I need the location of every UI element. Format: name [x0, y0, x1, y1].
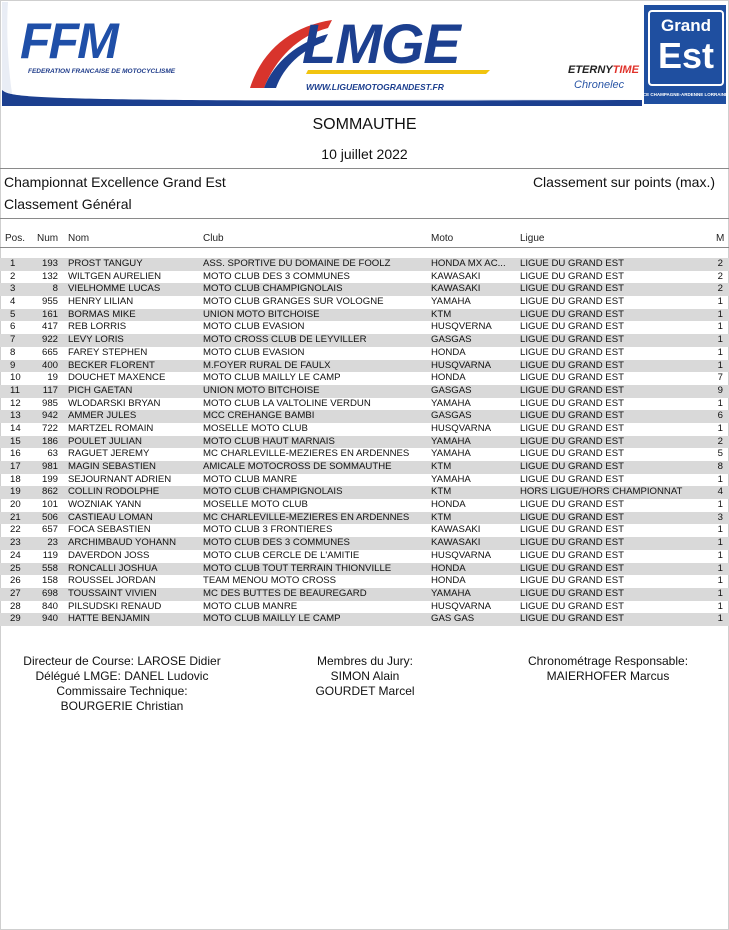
- championship-name: Championnat Excellence Grand Est: [4, 174, 226, 190]
- grand-est-line1: Grand: [660, 16, 712, 35]
- cell-pos: 9: [10, 359, 16, 371]
- cell-ligue: LIGUE DU GRAND EST: [520, 448, 624, 460]
- cell-m: 1: [717, 397, 723, 409]
- cell-moto: KAWASAKI: [431, 537, 481, 549]
- cell-ligue: LIGUE DU GRAND EST: [520, 296, 624, 308]
- footer-line: Commissaire Technique:: [56, 684, 188, 698]
- cell-moto: HUSQVARNA: [431, 549, 492, 561]
- cell-club: MOTO CLUB CERCLE DE L'AMITIE: [203, 549, 360, 561]
- cell-pos: 24: [10, 549, 21, 561]
- divider: [0, 218, 729, 219]
- divider: [0, 168, 729, 169]
- cell-ligue: LIGUE DU GRAND EST: [520, 321, 624, 333]
- cell-m: 1: [717, 499, 723, 511]
- cell-m: 1: [717, 422, 723, 434]
- col-header-num: Num: [37, 233, 59, 244]
- cell-pos: 7: [10, 334, 16, 346]
- cell-club: MOTO CLUB MAILLY LE CAMP: [203, 613, 341, 625]
- event-date: 10 juillet 2022: [321, 146, 408, 162]
- table-row: [0, 410, 729, 423]
- table-row: [0, 296, 729, 309]
- eternytime-part1: ETERNY: [568, 64, 613, 76]
- footer-line: Directeur de Course: LAROSE Didier: [23, 654, 221, 668]
- cell-moto: HUSQVARNA: [431, 422, 492, 434]
- table-row: [0, 613, 729, 626]
- table-row: [0, 563, 729, 576]
- cell-num: 665: [41, 346, 58, 358]
- ffm-logo: [20, 13, 180, 78]
- cell-club: MC CHARLEVILLE-MEZIERES EN ARDENNES: [203, 511, 410, 523]
- cell-nom: MARTZEL ROMAIN: [68, 422, 154, 434]
- table-row: [0, 486, 729, 499]
- cell-num: 981: [41, 461, 58, 472]
- cell-pos: 17: [10, 461, 21, 472]
- classement-type: Classement Général: [4, 196, 132, 212]
- cell-nom: HATTE BENJAMIN: [68, 613, 150, 625]
- cell-pos: 23: [10, 537, 21, 549]
- cell-moto: GASGAS: [431, 334, 472, 346]
- cell-m: 2: [717, 270, 723, 282]
- cell-m: 3: [717, 511, 723, 523]
- cell-m: 1: [717, 562, 723, 574]
- lmge-logo: [240, 12, 490, 98]
- cell-nom: WILTGEN AURELIEN: [68, 270, 162, 282]
- cell-moto: HONDA: [431, 499, 466, 511]
- cell-pos: 28: [10, 600, 21, 612]
- cell-pos: 12: [10, 397, 21, 409]
- grand-est-line2: Est: [657, 35, 715, 76]
- cell-pos: 1: [10, 258, 16, 269]
- table-row: [0, 309, 729, 322]
- cell-num: 63: [47, 448, 58, 460]
- cell-num: 922: [41, 334, 58, 346]
- cell-nom: MAGIN SEBASTIEN: [68, 461, 156, 472]
- cell-pos: 19: [10, 486, 21, 498]
- cell-m: 1: [717, 346, 723, 358]
- cell-m: 5: [717, 448, 723, 460]
- cell-moto: KTM: [431, 486, 452, 498]
- ffm-caption: FEDERATION FRANCAISE DE MOTOCYCLISME: [28, 68, 176, 75]
- cell-ligue: LIGUE DU GRAND EST: [520, 511, 624, 523]
- cell-num: 942: [41, 410, 58, 422]
- cell-num: 193: [41, 258, 58, 269]
- cell-pos: 11: [10, 384, 20, 396]
- table-row: [0, 550, 729, 563]
- cell-moto: GAS GAS: [431, 613, 475, 625]
- table-row: [0, 499, 729, 512]
- table-row: [0, 271, 729, 284]
- cell-m: 2: [717, 258, 723, 269]
- divider: [0, 247, 729, 248]
- cell-nom: SEJOURNANT ADRIEN: [68, 473, 172, 485]
- cell-num: 862: [41, 486, 58, 498]
- cell-ligue: LIGUE DU GRAND EST: [520, 461, 624, 472]
- cell-num: 558: [41, 562, 58, 574]
- table-row: [0, 258, 729, 271]
- cell-nom: FAREY STEPHEN: [68, 346, 148, 358]
- cell-ligue: HORS LIGUE/HORS CHAMPIONNAT: [520, 486, 683, 498]
- cell-num: 119: [42, 549, 58, 561]
- cell-num: 698: [41, 587, 58, 599]
- cell-nom: AMMER JULES: [68, 410, 137, 422]
- cell-m: 1: [717, 549, 723, 561]
- cell-ligue: LIGUE DU GRAND EST: [520, 549, 624, 561]
- cell-m: 1: [717, 359, 723, 371]
- ffm-logo-text: FFM: [20, 13, 117, 69]
- cell-club: MOSELLE MOTO CLUB: [203, 499, 308, 511]
- table-row: [0, 474, 729, 487]
- cell-nom: WLODARSKI BRYAN: [68, 397, 161, 409]
- footer-officials: [14, 654, 230, 714]
- table-row: [0, 575, 729, 588]
- cell-nom: ROUSSEL JORDAN: [68, 575, 156, 587]
- cell-num: 940: [41, 613, 58, 625]
- table-row: [0, 283, 729, 296]
- cell-num: 955: [41, 296, 58, 308]
- header-banner: [2, 2, 727, 106]
- cell-nom: DOUCHET MAXENCE: [68, 372, 166, 384]
- cell-club: MOTO CLUB MAILLY LE CAMP: [203, 372, 341, 384]
- cell-pos: 3: [10, 283, 16, 295]
- cell-club: ASS. SPORTIVE DU DOMAINE DE FOOLZ: [203, 258, 391, 269]
- cell-m: 2: [717, 283, 723, 295]
- cell-num: 657: [41, 524, 58, 536]
- cell-pos: 14: [10, 422, 21, 434]
- cell-moto: YAMAHA: [431, 448, 471, 460]
- cell-nom: PICH GAETAN: [68, 384, 133, 396]
- cell-ligue: LIGUE DU GRAND EST: [520, 422, 624, 434]
- cell-pos: 5: [10, 308, 16, 320]
- table-row: [0, 537, 729, 550]
- cell-ligue: LIGUE DU GRAND EST: [520, 270, 624, 282]
- cell-moto: HUSQVARNA: [431, 600, 492, 612]
- cell-ligue: LIGUE DU GRAND EST: [520, 435, 624, 447]
- cell-nom: VIELHOMME LUCAS: [68, 283, 161, 295]
- cell-ligue: LIGUE DU GRAND EST: [520, 600, 624, 612]
- col-header-club: Club: [203, 233, 224, 244]
- cell-nom: POULET JULIAN: [68, 435, 142, 447]
- cell-m: 1: [717, 587, 723, 599]
- cell-moto: KTM: [431, 308, 452, 320]
- cell-pos: 10: [10, 372, 21, 384]
- table-row: [0, 321, 729, 334]
- cell-num: 840: [41, 600, 58, 612]
- cell-m: 7: [717, 372, 723, 384]
- cell-club: TEAM MENOU MOTO CROSS: [203, 575, 337, 587]
- table-row: [0, 334, 729, 347]
- cell-nom: CASTIEAU LOMAN: [68, 511, 153, 523]
- footer-line: Membres du Jury:: [316, 654, 414, 668]
- footer-timing: [508, 654, 708, 684]
- cell-pos: 22: [10, 524, 21, 536]
- ranking-mode: Classement sur points (max.): [532, 174, 715, 190]
- cell-ligue: LIGUE DU GRAND EST: [520, 473, 624, 485]
- cell-moto: HONDA MX AC...: [431, 258, 506, 269]
- footer-line: SIMON Alain: [330, 669, 400, 683]
- cell-moto: KAWASAKI: [431, 524, 481, 536]
- cell-nom: TOUSSAINT VIVIEN: [68, 587, 157, 599]
- cell-ligue: LIGUE DU GRAND EST: [520, 372, 624, 384]
- cell-num: 8: [52, 283, 58, 295]
- cell-ligue: LIGUE DU GRAND EST: [520, 384, 624, 396]
- cell-m: 1: [717, 613, 723, 625]
- cell-pos: 18: [10, 473, 21, 485]
- cell-ligue: LIGUE DU GRAND EST: [520, 397, 624, 409]
- cell-moto: HONDA: [431, 562, 466, 574]
- cell-moto: KTM: [431, 511, 452, 523]
- col-header-moto: Moto: [431, 233, 454, 244]
- cell-ligue: LIGUE DU GRAND EST: [520, 334, 624, 346]
- cell-nom: BECKER FLORENT: [68, 359, 155, 371]
- footer-line: Chronométrage Responsable:: [527, 654, 689, 668]
- cell-m: 1: [717, 600, 723, 612]
- cell-club: MOTO CLUB GRANGES SUR VOLOGNE: [203, 296, 384, 308]
- cell-club: MOTO CLUB MANRE: [203, 473, 298, 485]
- cell-nom: REB LORRIS: [68, 321, 127, 333]
- cell-m: 1: [717, 296, 723, 308]
- cell-m: 4: [717, 486, 723, 498]
- cell-m: 2: [717, 435, 723, 447]
- cell-m: 1: [717, 308, 723, 320]
- cell-m: 1: [717, 537, 723, 549]
- cell-m: 8: [717, 461, 723, 472]
- cell-nom: COLLIN RODOLPHE: [68, 486, 160, 498]
- table-row: [0, 347, 729, 360]
- cell-ligue: LIGUE DU GRAND EST: [520, 537, 624, 549]
- cell-club: MOTO CLUB EVASION: [203, 321, 305, 333]
- cell-num: 132: [41, 270, 58, 282]
- table-row: [0, 385, 729, 398]
- cell-ligue: LIGUE DU GRAND EST: [520, 359, 624, 371]
- cell-pos: 15: [10, 435, 21, 447]
- cell-pos: 4: [10, 296, 16, 308]
- cell-club: MOTO CLUB HAUT MARNAIS: [203, 435, 335, 447]
- cell-nom: HENRY LILIAN: [68, 296, 134, 308]
- grand-est-caption: ALSACE CHAMPAGNE-ARDENNE LORRAINE: [630, 92, 728, 97]
- cell-club: UNION MOTO BITCHOISE: [203, 384, 320, 396]
- cell-pos: 21: [10, 511, 21, 523]
- cell-nom: PROST TANGUY: [68, 258, 143, 269]
- cell-num: 199: [41, 473, 58, 485]
- cell-m: 1: [717, 575, 723, 587]
- cell-pos: 2: [10, 270, 16, 282]
- cell-moto: YAMAHA: [431, 473, 471, 485]
- cell-ligue: LIGUE DU GRAND EST: [520, 575, 624, 587]
- cell-m: 1: [717, 321, 723, 333]
- cell-num: 400: [41, 359, 58, 371]
- cell-club: MOTO CLUB TOUT TERRAIN THIONVILLE: [203, 562, 392, 574]
- cell-club: UNION MOTO BITCHOISE: [203, 308, 320, 320]
- footer-jury: [295, 654, 435, 699]
- cell-pos: 25: [10, 562, 21, 574]
- col-header-m: M: [716, 233, 725, 244]
- cell-club: MOTO CLUB EVASION: [203, 346, 305, 358]
- cell-num: 186: [41, 435, 58, 447]
- lmge-url: WWW.LIGUEMOTOGRANDEST.FR: [306, 82, 444, 92]
- cell-num: 506: [41, 511, 58, 523]
- cell-pos: 26: [10, 575, 21, 587]
- cell-pos: 6: [10, 321, 16, 333]
- col-header-pos: Pos.: [5, 233, 26, 244]
- lmge-logo-text: LMGE: [302, 12, 460, 75]
- table-row: [0, 601, 729, 614]
- cell-nom: RAGUET JEREMY: [68, 448, 150, 460]
- cell-club: MOTO CLUB MANRE: [203, 600, 298, 612]
- cell-pos: 29: [10, 613, 21, 625]
- cell-num: 161: [41, 308, 58, 320]
- table-row: [0, 398, 729, 411]
- table-row: [0, 461, 729, 474]
- cell-moto: HONDA: [431, 575, 466, 587]
- cell-club: MOTO CLUB DES 3 COMMUNES: [203, 537, 350, 549]
- cell-moto: YAMAHA: [431, 435, 471, 447]
- cell-num: 19: [47, 372, 58, 384]
- cell-num: 722: [41, 422, 58, 434]
- table-row: [0, 512, 729, 525]
- cell-nom: BORMAS MIKE: [68, 308, 136, 320]
- cell-ligue: LIGUE DU GRAND EST: [520, 499, 624, 511]
- cell-pos: 27: [10, 587, 21, 599]
- cell-club: MOTO CROSS CLUB DE LEYVILLER: [203, 334, 367, 346]
- grand-est-frame: [648, 10, 724, 86]
- cell-nom: PILSUDSKI RENAUD: [68, 600, 162, 612]
- cell-ligue: LIGUE DU GRAND EST: [520, 410, 624, 422]
- cell-moto: KTM: [431, 461, 452, 472]
- cell-nom: FOCA SEBASTIEN: [68, 524, 151, 536]
- cell-moto: YAMAHA: [431, 587, 471, 599]
- cell-m: 6: [717, 410, 723, 422]
- cell-club: MOTO CLUB LA VALTOLINE VERDUN: [203, 397, 371, 409]
- eternytime-logo: [568, 64, 639, 76]
- cell-ligue: LIGUE DU GRAND EST: [520, 346, 624, 358]
- col-header-nom: Nom: [68, 233, 90, 244]
- cell-club: M.FOYER RURAL DE FAULX: [203, 359, 331, 371]
- cell-club: AMICALE MOTOCROSS DE SOMMAUTHE: [203, 461, 392, 472]
- table-row: [0, 448, 729, 461]
- table-row: [0, 372, 729, 385]
- cell-ligue: LIGUE DU GRAND EST: [520, 258, 624, 269]
- cell-club: MOTO CLUB CHAMPIGNOLAIS: [203, 283, 343, 295]
- cell-num: 158: [41, 575, 58, 587]
- eternytime-part2: TIME: [612, 64, 639, 76]
- cell-num: 117: [42, 384, 58, 396]
- cell-club: MC DES BUTTES DE BEAUREGARD: [203, 587, 367, 599]
- cell-moto: GASGAS: [431, 410, 472, 422]
- cell-club: MOTO CLUB CHAMPIGNOLAIS: [203, 486, 343, 498]
- cell-moto: GASGAS: [431, 384, 472, 396]
- cell-moto: KAWASAKI: [431, 270, 481, 282]
- table-row: [0, 588, 729, 601]
- footer-line: GOURDET Marcel: [315, 684, 415, 698]
- cell-club: MOSELLE MOTO CLUB: [203, 422, 308, 434]
- cell-club: MC CHARLEVILLE-MEZIERES EN ARDENNES: [203, 448, 410, 460]
- cell-nom: RONCALLI JOSHUA: [68, 562, 158, 574]
- cell-nom: WOZNIAK YANN: [68, 499, 142, 511]
- cell-num: 985: [41, 397, 58, 409]
- cell-ligue: LIGUE DU GRAND EST: [520, 283, 624, 295]
- cell-club: MCC CREHANGE BAMBI: [203, 410, 315, 422]
- cell-moto: HUSQVARNA: [431, 359, 492, 371]
- cell-ligue: LIGUE DU GRAND EST: [520, 308, 624, 320]
- cell-ligue: LIGUE DU GRAND EST: [520, 524, 624, 536]
- table-row: [0, 524, 729, 537]
- cell-moto: HUSQVERNA: [431, 321, 492, 333]
- footer-line: MAIERHOFER Marcus: [546, 669, 670, 683]
- cell-num: 101: [41, 499, 58, 511]
- cell-num: 417: [41, 321, 58, 333]
- cell-moto: HONDA: [431, 346, 466, 358]
- grand-est-logo: [630, 5, 728, 104]
- cell-nom: DAVERDON JOSS: [68, 549, 150, 561]
- cell-ligue: LIGUE DU GRAND EST: [520, 562, 624, 574]
- table-row: [0, 436, 729, 449]
- cell-num: 23: [47, 537, 58, 549]
- event-title: SOMMAUTHE: [312, 116, 417, 133]
- col-header-ligue: Ligue: [520, 233, 545, 244]
- cell-ligue: LIGUE DU GRAND EST: [520, 613, 624, 625]
- cell-pos: 8: [10, 346, 16, 358]
- cell-moto: KAWASAKI: [431, 283, 481, 295]
- cell-m: 9: [717, 384, 723, 396]
- results-table: [0, 258, 729, 626]
- cell-moto: YAMAHA: [431, 296, 471, 308]
- cell-pos: 20: [10, 499, 21, 511]
- cell-pos: 13: [10, 410, 21, 422]
- cell-m: 1: [717, 473, 723, 485]
- cell-moto: HONDA: [431, 372, 466, 384]
- cell-m: 1: [717, 334, 723, 346]
- cell-club: MOTO CLUB DES 3 COMMUNES: [203, 270, 350, 282]
- cell-nom: ARCHIMBAUD YOHANN: [68, 537, 177, 549]
- cell-moto: YAMAHA: [431, 397, 471, 409]
- cell-ligue: LIGUE DU GRAND EST: [520, 587, 624, 599]
- footer-line: Délégué LMGE: DANEL Ludovic: [35, 669, 209, 683]
- cell-pos: 16: [10, 448, 21, 460]
- cell-nom: LEVY LORIS: [68, 334, 124, 346]
- table-row: [0, 423, 729, 436]
- chronelec-logo: Chronelec: [574, 79, 625, 91]
- table-row: [0, 360, 729, 373]
- footer-line: BOURGERIE Christian: [60, 699, 184, 713]
- cell-m: 1: [717, 524, 723, 536]
- cell-club: MOTO CLUB 3 FRONTIERES: [203, 524, 333, 536]
